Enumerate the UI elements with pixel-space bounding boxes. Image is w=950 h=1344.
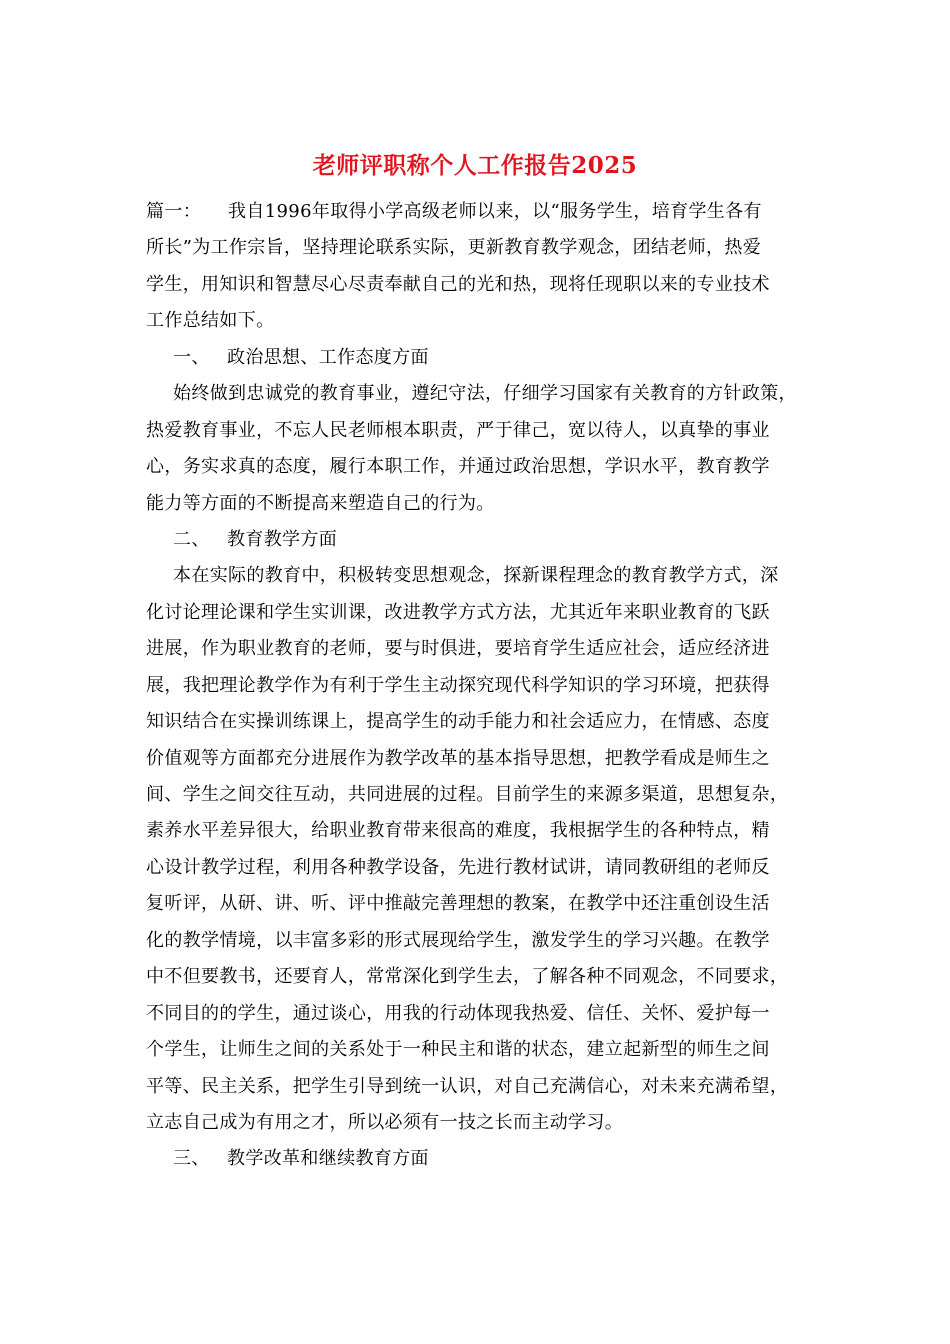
paragraph-line: 化讨论理论课和学生实训课，改进教学方式方法，尤其近年来职业教育的飞跃: [146, 601, 770, 623]
section-heading: [146, 522, 824, 558]
paragraph-line: 中不但要教书，还要育人，常常深化到学生去，了解各种不同观念，不同要求，: [146, 966, 789, 988]
paragraph-line: 本在实际的教育中，积极转变思想观念，探新课程理念的教育教学方式，深: [173, 565, 779, 587]
paragraph-line: 热爱教育事业，不忘人民老师根本职责，严于律己，宽以待人，以真挚的事业: [146, 419, 770, 441]
intro-line: 工作总结如下。: [146, 310, 275, 332]
paragraph-line: 立志自己成为有用之才，所以必须有一技之长而主动学习。: [146, 1111, 624, 1133]
paragraph-line: 素养水平差异很大，给职业教育带来很高的难度，我根据学生的各种特点，精: [146, 820, 770, 842]
document-body: [146, 194, 824, 1178]
section-number: 三、: [173, 1148, 210, 1170]
section-number: 二、: [173, 528, 210, 550]
paragraph-line: 始终做到忠诚党的教育事业，遵纪守法，仔细学习国家有关教育的方针政策，: [173, 383, 797, 405]
section-number: 一、: [173, 346, 210, 368]
intro-line: 所长”为工作宗旨，坚持理论联系实际，更新教育教学观念，团结老师，热爱: [146, 237, 762, 259]
section-heading-text: 政治思想、工作态度方面: [227, 346, 429, 368]
paragraph-line: 进展，作为职业教育的老师，要与时俱进，要培育学生适应社会，适应经济进: [146, 638, 770, 660]
paragraph-line: 心，务实求真的态度，履行本职工作，并通过政治思想，学识水平，教育教学: [146, 456, 770, 478]
paragraph-line: 复听评，从研、讲、听、评中推敲完善理想的教案，在教学中还注重创设生活: [146, 893, 770, 915]
section-heading-text: 教育教学方面: [227, 528, 338, 550]
paragraph-line: 能力等方面的不断提高来塑造自己的行为。: [146, 492, 495, 514]
intro-label: 篇一：: [146, 201, 202, 222]
intro-line: 学生，用知识和智慧尽心尽责奉献自己的光和热，现将任现职以来的专业技术: [146, 273, 770, 295]
paragraph-line: 化的教学情境，以丰富多彩的形式展现给学生，激发学生的学习兴趣。在教学: [146, 929, 770, 951]
document-title: 老师评职称个人工作报告2025: [312, 152, 638, 179]
paragraph-line: 展，我把理论教学作为有利于学生主动探究现代科学知识的学习环境，把获得: [146, 674, 770, 696]
paragraph-line: 心设计教学过程，利用各种教学设备，先进行教材试讲，请同教研组的老师反: [146, 856, 770, 878]
paragraph-line: 平等、民主关系，把学生引导到统一认识，对自己充满信心，对未来充满希望，: [146, 1075, 789, 1097]
paragraph-line: 价值观等方面都充分进展作为教学改革的基本指导思想，把教学看成是师生之: [146, 747, 770, 769]
paragraph-line: 个学生，让师生之间的关系处于一种民主和谐的状态，建立起新型的师生之间: [146, 1039, 770, 1061]
section-heading: [146, 1141, 824, 1177]
intro-first-line: [146, 194, 824, 230]
paragraph-line: 知识结合在实操训练课上，提高学生的动手能力和社会适应力，在情感、态度: [146, 711, 770, 733]
section-heading: [146, 340, 824, 376]
section-heading-text: 教学改革和继续教育方面: [227, 1148, 429, 1170]
intro-line: 我自1996年取得小学高级老师以来，以“服务学生，培育学生各有: [228, 201, 762, 222]
paragraph-line: 间、学生之间交往互动，共同进展的过程。目前学生的来源多渠道，思想复杂，: [146, 784, 789, 805]
paragraph-line: 不同目的的学生，通过谈心，用我的行动体现我热爱、信任、关怀、爱护每一: [146, 1002, 770, 1024]
